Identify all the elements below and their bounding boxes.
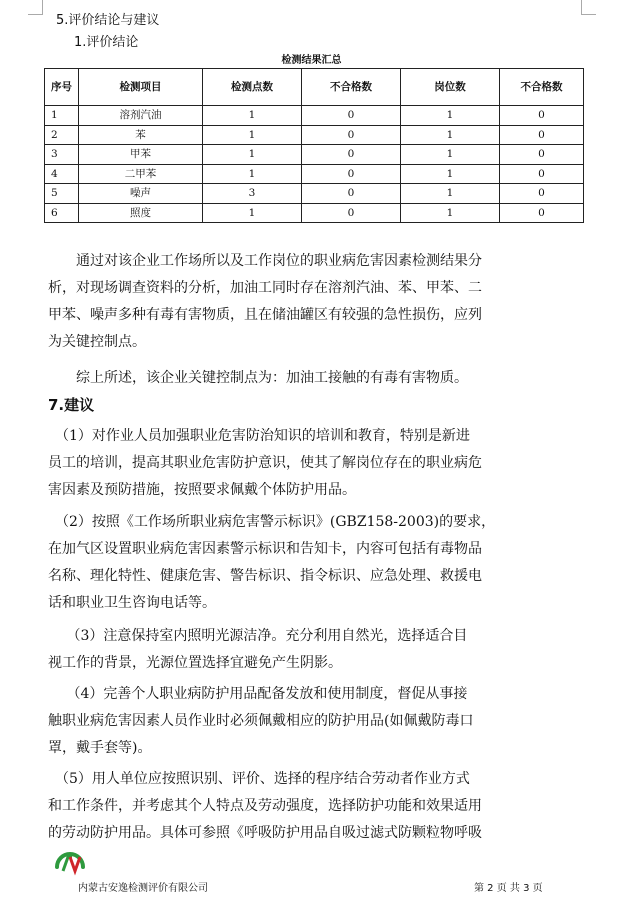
cell-posts: 1 (401, 125, 500, 145)
cell-item: 溶剂汽油 (79, 106, 203, 126)
table-row (45, 203, 584, 223)
cell-index: 2 (45, 125, 79, 145)
cell-unqualified-2: 0 (500, 184, 584, 204)
text-line: （4）完善个人职业病防护用品配备发放和使用制度，督促从事接 (48, 686, 468, 702)
cell-points: 1 (203, 106, 302, 126)
footer-company-name: 内蒙古安逸检测评价有限公司 (78, 883, 208, 894)
recommendation-5 (48, 766, 578, 847)
cell-unqualified-2: 0 (500, 106, 584, 126)
table-row (45, 145, 584, 165)
header-cell-unqualified-2: 不合格数 (500, 69, 584, 106)
cell-posts: 1 (401, 164, 500, 184)
table-row (45, 106, 584, 126)
cell-index: 3 (45, 145, 79, 165)
cell-item: 噪声 (79, 184, 203, 204)
text-line: 名称、理化特性、健康危害、警告标识、指令标识、应急处理、救援电 (48, 568, 482, 584)
table-row (45, 125, 584, 145)
text-line: 和工作条件，并考虑其个人特点及劳动强度，选择防护功能和效果适用 (48, 798, 482, 814)
conclusion-paragraph-1 (48, 248, 578, 356)
text-line: 员工的培训，提高其职业危害防护意识，使其了解岗位存在的职业病危 (48, 455, 482, 471)
header-cell-points: 检测点数 (203, 69, 302, 106)
text-line: 甲苯、噪声多种有毒有害物质，且在储油罐区有较强的急性损伤，应列 (48, 307, 482, 323)
cell-posts: 1 (401, 106, 500, 126)
cell-points: 1 (203, 164, 302, 184)
cell-index: 1 (45, 106, 79, 126)
cell-unqualified-2: 0 (500, 164, 584, 184)
results-table (44, 68, 584, 223)
header-cell-item: 检测项目 (79, 69, 203, 106)
recommendation-2 (48, 509, 578, 617)
cell-item: 苯 (79, 125, 203, 145)
header-cell-index: 序号 (45, 69, 79, 106)
cell-index: 6 (45, 203, 79, 223)
text-line: 为关键控制点。 (48, 334, 146, 350)
cell-posts: 1 (401, 203, 500, 223)
cell-item: 甲苯 (79, 145, 203, 165)
text-line: 析，对现场调查资料的分析，加油工同时存在溶剂汽油、苯、甲苯、二 (48, 280, 482, 296)
company-logo-icon (53, 845, 87, 879)
cell-unqualified-2: 0 (500, 145, 584, 165)
text-line: （1）对作业人员加强职业危害防治知识的培训和教育，特别是新进 (48, 428, 470, 444)
cell-points: 1 (203, 145, 302, 165)
text-line: 罩，戴手套等)。 (48, 740, 152, 756)
text-line: （5）用人单位应按照识别、评价、选择的程序结合劳动者作业方式 (48, 771, 470, 787)
recommendation-1 (48, 423, 578, 504)
cell-points: 1 (203, 125, 302, 145)
table-header-row (45, 69, 584, 106)
text-line: （2）按照《工作场所职业病危害警示标识》(GBZ158-2003)的要求， (48, 514, 496, 530)
cell-posts: 1 (401, 145, 500, 165)
recommendation-4 (48, 681, 578, 762)
text-line: （3）注意保持室内照明光源洁净。充分利用自然光，选择适合目 (48, 628, 468, 644)
table-row (45, 164, 584, 184)
table-title: 检测结果汇总 (281, 55, 342, 66)
cell-index: 5 (45, 184, 79, 204)
cell-points: 1 (203, 203, 302, 223)
recommendations-heading: 7.建议 (48, 396, 95, 414)
text-line: 触职业病危害因素人员作业时必须佩戴相应的防护用品(如佩戴防毒口 (48, 713, 474, 729)
cell-unqualified: 0 (302, 125, 401, 145)
text-line: 通过对该企业工作场所以及工作岗位的职业病危害因素检测结果分 (48, 253, 482, 269)
text-line: 视工作的背景，光源位置选择宜避免产生阴影。 (48, 655, 342, 671)
text-line: 综上所述，该企业关键控制点为：加油工接触的有毒有害物质。 (48, 370, 468, 386)
cell-unqualified-2: 0 (500, 203, 584, 223)
cell-unqualified: 0 (302, 164, 401, 184)
subsection-heading: 1.评价结论 (74, 35, 139, 50)
conclusion-paragraph-2 (48, 365, 578, 392)
header-cell-unqualified: 不合格数 (302, 69, 401, 106)
cell-unqualified: 0 (302, 106, 401, 126)
text-line: 害因素及预防措施，按照要求佩戴个体防护用品。 (48, 482, 356, 498)
cell-unqualified-2: 0 (500, 125, 584, 145)
text-line: 在加气区设置职业病危害因素警示标识和告知卡，内容可包括有毒物品 (48, 541, 482, 557)
cell-item: 照度 (79, 203, 203, 223)
recommendation-3 (48, 623, 578, 677)
cell-posts: 1 (401, 184, 500, 204)
section-heading: 5.评价结论与建议 (56, 13, 160, 28)
cell-unqualified: 0 (302, 184, 401, 204)
footer-page-number: 第 2 页 共 3 页 (474, 883, 543, 894)
page-corner-mark-left (28, 0, 43, 15)
cell-item: 二甲苯 (79, 164, 203, 184)
page-corner-mark-right (581, 0, 596, 15)
table-row (45, 184, 584, 204)
cell-points: 3 (203, 184, 302, 204)
cell-unqualified: 0 (302, 203, 401, 223)
text-line: 话和职业卫生咨询电话等。 (48, 595, 216, 611)
header-cell-posts: 岗位数 (401, 69, 500, 106)
text-line: 的劳动防护用品。具体可参照《呼吸防护用品自吸过滤式防颗粒物呼吸 (48, 825, 482, 841)
cell-unqualified: 0 (302, 145, 401, 165)
cell-index: 4 (45, 164, 79, 184)
